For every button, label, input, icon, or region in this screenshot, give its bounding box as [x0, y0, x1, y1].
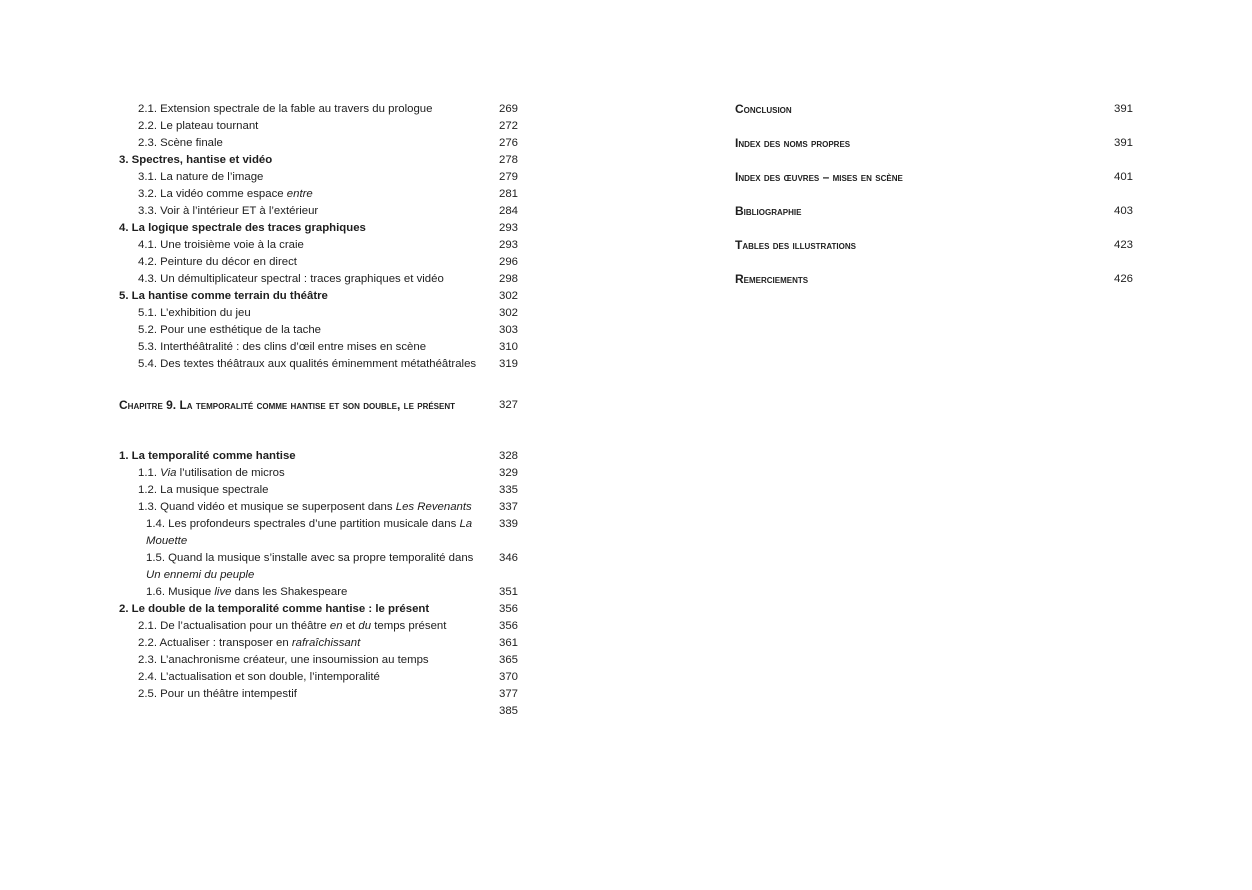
toc-entry-2-3: 2.3. Scène finale 276	[138, 137, 518, 149]
toc-conclusion: Conclusion 391	[735, 102, 1133, 116]
toc-entry-3-1: 3.1. La nature de l’image 279	[138, 171, 518, 183]
toc-ch9-entry-2-5: 2.5. Pour un théâtre intempestif 377	[138, 688, 518, 700]
toc-index-oeuvres: Index des œuvres – mises en scène 401	[735, 170, 1133, 184]
toc-ch9-entry-2-4: 2.4. L’actualisation et son double, l’intemporalité 370	[138, 671, 518, 683]
toc-ch9-entry-1-2: 1.2. La musique spectrale 335	[138, 484, 518, 496]
toc-entry-4-2: 4.2. Peinture du décor en direct 296	[138, 256, 518, 268]
toc-entry-5-1: 5.1. L’exhibition du jeu 302	[138, 307, 518, 319]
spacer	[119, 431, 518, 448]
toc-ch9-entry-1-6: 1.6. Musique live dans les Shakespeare 351	[146, 586, 518, 598]
toc-trailing-page: 385	[498, 705, 518, 717]
toc-section-4: 4. La logique spectrale des traces graphiques 293	[119, 222, 518, 234]
toc-entry-2-1: 2.1. Extension spectrale de la fable au travers du prologue 269	[138, 103, 518, 115]
toc-ch9-entry-2-1: 2.1. De l’actualisation pour un théâtre en et du temps présent 356	[138, 620, 518, 632]
toc-entry-4-3: 4.3. Un démultiplicateur spectral : traces graphiques et vidéo 298	[138, 273, 518, 285]
toc-entry-5-2: 5.2. Pour une esthétique de la tache 303	[138, 324, 518, 336]
toc-ch9-entry-2-3: 2.3. L’anachronisme créateur, une insoumission au temps 365	[138, 654, 518, 666]
toc-entry-5-3: 5.3. Interthéâtralité : des clins d’œil entre mises en scène 310	[138, 341, 518, 353]
toc-remerciements: Remerciements 426	[735, 272, 1133, 286]
toc-bibliographie: Bibliographie 403	[735, 204, 1133, 218]
toc-right-column	[735, 101, 1133, 305]
toc-entry-2-2: 2.2. Le plateau tournant 272	[138, 120, 518, 132]
toc-ch9-entry-1-5: 1.5. Quand la musique s’installe avec sa propre temporalité dans Un ennemi du peuple 346	[146, 552, 518, 581]
toc-ch9-section-2: 2. Le double de la temporalité comme hantise : le présent 356	[119, 603, 518, 615]
toc-section-5: 5. La hantise comme terrain du théâtre 302	[119, 290, 518, 302]
toc-ch9-entry-1-4: 1.4. Les profondeurs spectrales d’une partition musicale dans La Mouette 339	[146, 518, 518, 547]
toc-tables-illustrations: Tables des illustrations 423	[735, 238, 1133, 252]
toc-ch9-entry-2-2: 2.2. Actualiser : transposer en rafraîchissant 361	[138, 637, 518, 649]
toc-section-3: 3. Spectres, hantise et vidéo 278	[119, 154, 518, 166]
chapter-9-heading: Chapitre 9. La temporalité comme hantise et son double, le présent 327	[119, 398, 518, 412]
toc-entry-3-3: 3.3. Voir à l’intérieur ET à l’extérieur 284	[138, 205, 518, 217]
toc-entry-3-2: 3.2. La vidéo comme espace entre 281	[138, 188, 518, 200]
toc-ch9-entry-1-1: 1.1. Via l’utilisation de micros 329	[138, 467, 518, 479]
toc-ch9-section-1: 1. La temporalité comme hantise 328	[119, 450, 518, 462]
toc-left-column	[119, 101, 518, 720]
toc-ch9-entry-1-3: 1.3. Quand vidéo et musique se superposent dans Les Revenants 337	[138, 501, 518, 513]
toc-index-noms-propres: Index des noms propres 391	[735, 136, 1133, 150]
toc-entry-4-1: 4.1. Une troisième voie à la craie 293	[138, 239, 518, 251]
toc-entry-5-4: 5.4. Des textes théâtraux aux qualités éminemment métathéâtrales 319	[138, 358, 518, 370]
